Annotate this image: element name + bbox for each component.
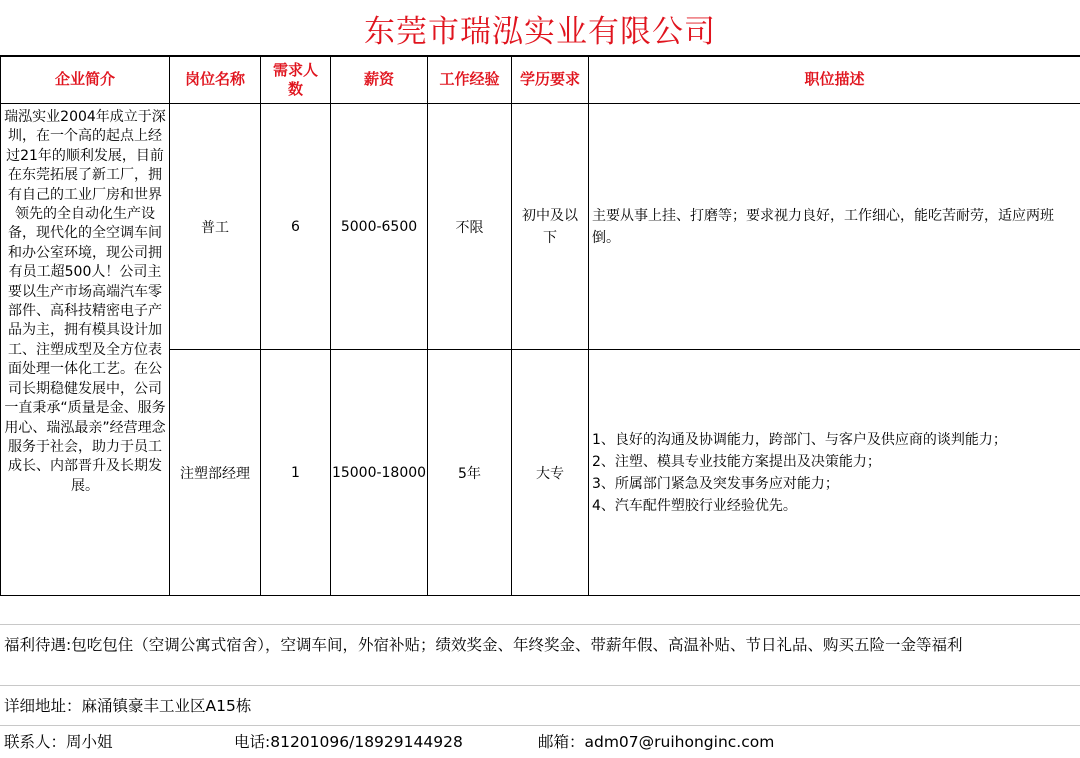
empty-row [0, 595, 1080, 625]
contact-person: 联系人：周小姐 [4, 733, 113, 751]
header-position: 岗位名称 [170, 56, 261, 104]
job-description [589, 350, 1080, 596]
description-line: 主要从事上挂、打磨等；要求视力良好，工作细心，能吃苦耐劳，适应两班倒。 [592, 207, 1054, 246]
header-description: 职位描述 [589, 56, 1080, 104]
benefits: 福利待遇:包吃包住（空调公寓式宿舍），空调车间，外宿补贴；绩效奖金、年终奖金、带薪年假、高温补贴、节日礼品、购买五险一金等福利 [0, 625, 1080, 686]
contact-phone: 电话:81201096/18929144928 [234, 733, 463, 751]
header-intro: 企业简介 [1, 56, 170, 104]
address: 详细地址：麻涌镇豪丰工业区A15栋 [0, 686, 1080, 726]
description-line: 3、所属部门紧急及突发事务应对能力； [592, 475, 839, 492]
header-education: 学历要求 [512, 56, 589, 104]
job-education: 大专 [512, 350, 589, 596]
table-header-row [1, 56, 1080, 104]
job-salary: 15000-18000 [331, 350, 428, 596]
job-count: 1 [261, 350, 331, 596]
table-row [1, 104, 1080, 350]
description-line: 4、汽车配件塑胶行业经验优先。 [592, 497, 797, 514]
company-intro: 瑞泓实业2004年成立于深圳，在一个高的起点上经过21年的顺利发展，目前在东莞拓展了新工厂，拥有自己的工业厂房和世界领先的全自动化生产设备，现代化的全空调车间和办公室环境，现公司拥有员工超500人！公司主要以生产市场高端汽车零部件、高科技精密电子产品为主，拥有模具设计加工、注塑成型及全方位表面处理一体化工艺。在公司长期稳健发展中，公司一直秉承“质量是金、服务用心、瑞泓最亲”经营理念服务于社会，助力于员工成长、内部晋升及长期发展。 [1, 104, 170, 596]
header-salary: 薪资 [331, 56, 428, 104]
contact-email: 邮箱：adm07@ruihonginc.com [538, 733, 775, 751]
contact-row [0, 726, 1080, 758]
job-experience: 5年 [428, 350, 512, 596]
job-salary: 5000-6500 [331, 104, 428, 350]
description-line: 2、注塑、模具专业技能方案提出及决策能力； [592, 453, 881, 470]
job-name: 注塑部经理 [170, 350, 261, 596]
job-education: 初中及以下 [512, 104, 589, 350]
job-experience: 不限 [428, 104, 512, 350]
header-count: 需求人数 [261, 56, 331, 104]
job-count: 6 [261, 104, 331, 350]
job-name: 普工 [170, 104, 261, 350]
header-experience: 工作经验 [428, 56, 512, 104]
jobs-table [0, 55, 1080, 596]
job-description [589, 104, 1080, 350]
description-line: 1、良好的沟通及协调能力，跨部门、与客户及供应商的谈判能力； [592, 431, 1007, 448]
company-title: 东莞市瑞泓实业有限公司 [0, 0, 1080, 57]
